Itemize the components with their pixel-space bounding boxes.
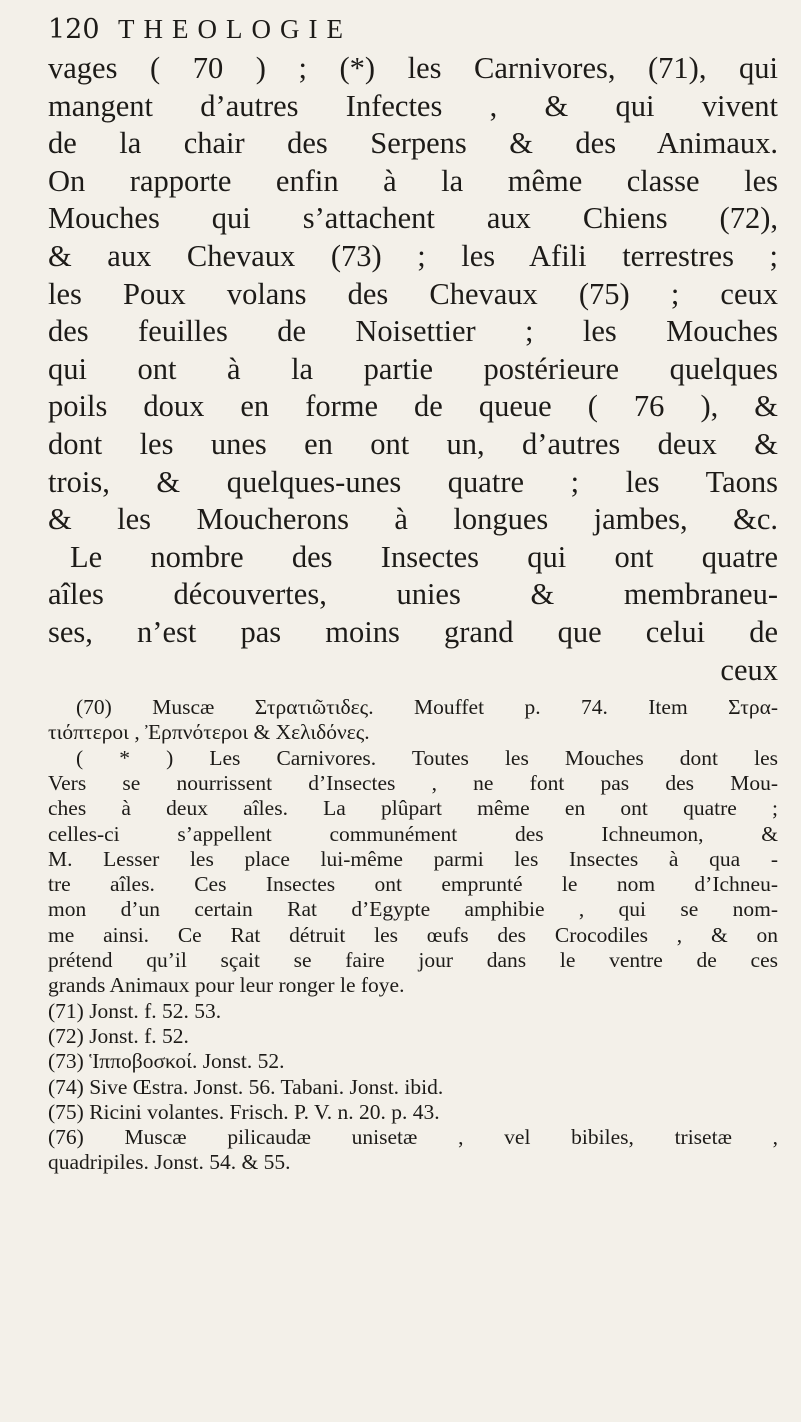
main-text	[48, 50, 778, 689]
running-header	[48, 14, 778, 48]
footnote-line: celles-ci s’appellent communément des Ichneumon, &	[48, 821, 778, 846]
footnote-line: tre aîles. Ces Insectes ont emprunté le nom d’Ichneu-	[48, 872, 778, 897]
footnote-line: prétend qu’il sçait se faire jour dans le ventre de ces	[48, 948, 778, 973]
footnote-line: τιόπτεροι , Ἐρπνότεροι & Χελιδόνες.	[48, 720, 370, 745]
footnote-line: (75) Ricini volantes. Frisch. P. V. n. 20. p. 43.	[48, 1099, 440, 1124]
catchword: ceux	[720, 652, 778, 687]
footnote-line: ( * ) Les Carnivores. Toutes les Mouches dont les	[76, 745, 778, 770]
text-line: aîles découvertes, unies & membraneu-	[48, 577, 778, 612]
footnote-line: grands Animaux pour leur ronger le foye.	[48, 973, 405, 998]
text-line: vages ( 70 ) ; (*) les Carnivores, (71), qui	[48, 51, 778, 85]
text-line: les Poux volans des Chevaux (75) ; ceux	[48, 276, 778, 311]
footnote-line: mon d’un certain Rat d’Egypte amphibie , qui se nom-	[48, 897, 778, 922]
running-title: THEOLOGIE	[118, 14, 352, 44]
footnote-line: (76) Muscæ pilicaudæ unisetæ , vel bibiles, trisetæ ,	[48, 1125, 778, 1150]
text-line: & aux Chevaux (73) ; les Afili terrestres ;	[48, 238, 778, 273]
page-number: 120	[48, 14, 100, 45]
footnote-line: quadripiles. Jonst. 54. & 55.	[48, 1150, 291, 1175]
text-line: ses, n’est pas moins grand que celui de	[48, 614, 778, 649]
text-line: Mouches qui s’attachent aux Chiens (72),	[48, 201, 778, 236]
footnote-line: (72) Jonst. f. 52.	[48, 1023, 189, 1048]
footnotes	[48, 695, 778, 1176]
book-page	[48, 14, 778, 1176]
footnote-line: (73) Ἱπποβοσκοί. Jonst. 52.	[48, 1049, 285, 1074]
footnote-line: (70) Muscæ Στρατιῶτιδες. Mouffet p. 74. Item Στρα-	[76, 695, 778, 720]
footnote-line: ches à deux aîles. La plûpart même en ont quatre ;	[48, 796, 778, 821]
text-line: Le nombre des Insectes qui ont quatre	[70, 539, 778, 574]
footnote-line: (71) Jonst. f. 52. 53.	[48, 998, 222, 1023]
text-line: poils doux en forme de queue ( 76 ), &	[48, 389, 778, 424]
text-line: mangent d’autres Infectes , & qui vivent	[48, 88, 778, 123]
text-line: dont les unes en ont un, d’autres deux &	[48, 426, 778, 461]
text-line: & les Moucherons à longues jambes, &c.	[48, 502, 778, 537]
footnote-line: M. Lesser les place lui-même parmi les Insectes à qua -	[48, 846, 778, 871]
text-line: qui ont à la partie postérieure quelques	[48, 351, 778, 386]
text-line: des feuilles de Noisettier ; les Mouches	[48, 314, 778, 349]
text-line: trois, & quelques-unes quatre ; les Taons	[48, 464, 778, 499]
footnote-line: me ainsi. Ce Rat détruit les œufs des Crocodiles , & on	[48, 922, 778, 947]
text-line: On rapporte enfin à la même classe les	[48, 163, 778, 198]
footnote-line: Vers se nourrissent d’Insectes , ne font pas des Mou-	[48, 770, 778, 795]
footnote-line: (74) Sive Œstra. Jonst. 56. Tabani. Jonst. ibid.	[48, 1074, 444, 1099]
text-line: de la chair des Serpens & des Animaux.	[48, 126, 778, 161]
